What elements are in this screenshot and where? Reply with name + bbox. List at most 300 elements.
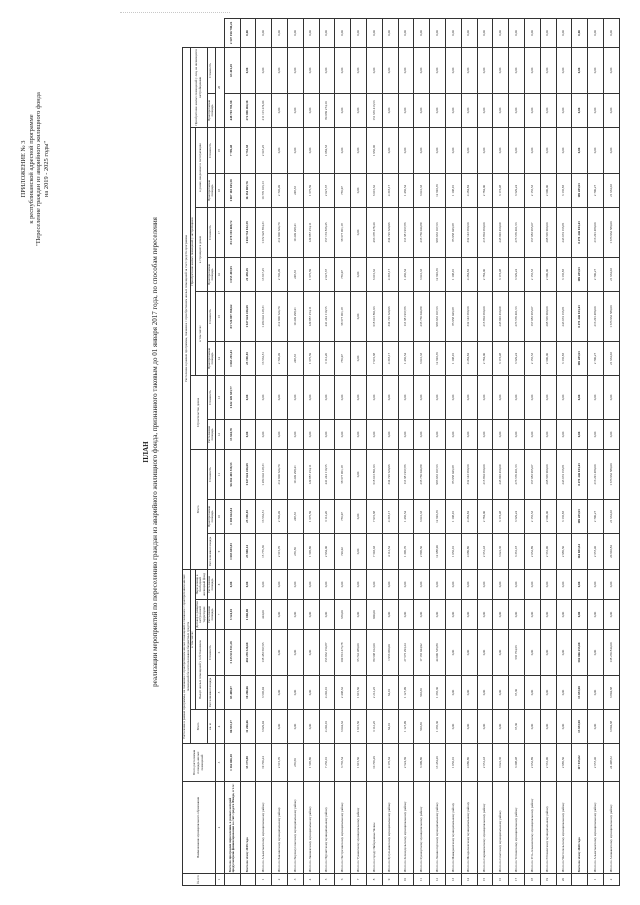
table-cell: 58 677 961,18	[335, 207, 351, 257]
table-cell: 0,00	[572, 569, 588, 599]
table-cell: 3 505,94	[256, 676, 272, 710]
table-cell: 0,00	[303, 127, 319, 173]
table-cell: 10 206,66	[240, 676, 256, 710]
table-cell: 216 291 480,00	[588, 449, 604, 499]
table-cell: 0,00	[288, 47, 304, 93]
table-row	[461, 19, 477, 886]
table-cell: 12 088,90	[430, 533, 446, 569]
title-sub: реализации мероприятий по переселению граждан из аварийного жилищного фонда, признанного таковым до 01 января 2017 года, по способам переселения	[150, 217, 159, 687]
table-cell: 0,00	[351, 19, 367, 48]
table-cell: 0,00	[493, 710, 509, 744]
table-cell: 1 675,59	[303, 173, 319, 207]
row-municipality: Итого по городу Набережные Челны	[367, 782, 383, 874]
table-cell: 19 249 298,41	[288, 449, 304, 499]
table-cell: 0,00	[572, 93, 588, 127]
table-cell: 236,50	[288, 744, 304, 782]
table-cell: 0,00	[603, 600, 619, 630]
table-cell: 0,00	[430, 93, 446, 127]
table-cell: 19 706,24	[256, 744, 272, 782]
table-cell: 0,00	[367, 19, 383, 48]
table-cell: 0,00	[303, 710, 319, 744]
table-cell: 334 726 620,96	[382, 291, 398, 341]
table-cell: 1 108,91	[445, 341, 461, 375]
table-cell: 1 060,00	[240, 600, 256, 630]
table-cell: 63 491,45	[224, 47, 240, 93]
table-row	[603, 19, 619, 886]
table-cell: 0,00	[351, 499, 367, 533]
table-cell: 0,00	[603, 569, 619, 599]
table-cell: 0,00	[240, 19, 256, 48]
table-cell: 0,00	[493, 19, 509, 48]
row-municipality: Итого по Тетюшскому муниципальному району	[509, 782, 525, 874]
table-row	[256, 19, 272, 886]
table-cell: 1 284 042 128,31	[256, 291, 272, 341]
table-cell: 0,00	[382, 19, 398, 48]
table-cell: 0,00	[430, 569, 446, 599]
table-cell: 1 003 693,83	[224, 533, 240, 569]
table-cell: 3 112,26	[367, 710, 383, 744]
table-cell: 3 173,48	[493, 341, 509, 375]
table-cell: 720,92	[335, 533, 351, 569]
table-cell: 212 900 624,70	[272, 291, 288, 341]
table-cell: 3 112,20	[319, 341, 335, 375]
table-cell: 1 675,59	[303, 499, 319, 533]
table-cell: 2 790,27	[588, 173, 604, 207]
table-cell: 0,00	[335, 93, 351, 127]
table-cell: 1 056,10	[445, 744, 461, 782]
header-cost: Стоимость	[207, 47, 215, 93]
table-cell: 109 285,93	[572, 341, 588, 375]
table-cell: 0,00	[240, 375, 256, 419]
table-cell: 0,00	[445, 93, 461, 127]
header-acq-area: Приобретаемая площадь	[207, 93, 215, 127]
table-cell: 0,00	[556, 375, 572, 419]
table-cell: 24 498,52	[603, 744, 619, 782]
table-cell: 0,00	[493, 375, 509, 419]
table-cell: 0,00	[351, 600, 367, 630]
table-cell: 0,00	[540, 127, 556, 173]
table-cell: 8 471 246 013,43	[572, 291, 588, 341]
table-cell: 0,00	[493, 569, 509, 599]
table-cell: 58 677 961,18	[335, 291, 351, 341]
table-cell: 0,00	[398, 600, 414, 630]
table-cell: 1 365,30	[430, 676, 446, 710]
table-cell: 2 651,43	[477, 533, 493, 569]
table-cell: 4 318,17	[382, 173, 398, 207]
table-cell: 1 956 060,00	[382, 630, 398, 676]
table-cell: 4 318,17	[382, 499, 398, 533]
table-cell: 19 249 298,41	[288, 207, 304, 257]
table-cell: 0,00	[540, 569, 556, 599]
table-row	[335, 19, 351, 886]
table-cell: 4 292,10	[319, 710, 335, 744]
table-cell: 1 676 962 580,00	[603, 291, 619, 341]
table-cell: 0,00	[445, 676, 461, 710]
table-cell: 1 927 624 416,69	[240, 449, 256, 499]
header-acq-area: Приобретаемая площадь	[207, 173, 215, 207]
table-cell: 85 958 046,68	[445, 449, 461, 499]
table-cell: 2 746,49	[272, 341, 288, 375]
row-municipality: Итого по Азнакаевскому муниципальному району	[603, 782, 619, 874]
table-cell: 12 693,35	[430, 341, 446, 375]
table-row	[445, 19, 461, 886]
table-cell: 0,00	[493, 676, 509, 710]
table-row	[303, 19, 319, 886]
header-total-area: Всего расселяемая площадь жилых помещений	[183, 744, 216, 782]
row-number	[224, 874, 240, 886]
table-cell: 0,00	[303, 676, 319, 710]
table-cell: 2 027,67	[319, 173, 335, 207]
table-cell: 0,00	[272, 600, 288, 630]
table-cell: 0,00	[335, 375, 351, 419]
table-cell: 0,00	[556, 93, 572, 127]
table-cell: 2 408,62	[335, 676, 351, 710]
header-area: Расселяемая площадь	[207, 533, 215, 569]
table-cell: 80 508 102,00	[367, 630, 383, 676]
table-row	[288, 19, 304, 886]
table-cell: 6 016,62	[367, 173, 383, 207]
table-cell: 2 790,27	[588, 257, 604, 291]
row-municipality: Итого по Мамадышскому муниципальному району	[445, 782, 461, 874]
table-cell: 756,97	[335, 499, 351, 533]
header-acq-area: Приобретаемая площадь	[207, 499, 215, 533]
table-cell: 0,00	[303, 47, 319, 93]
table-cell: 0,00	[319, 19, 335, 48]
row-number: 14	[461, 874, 477, 886]
header-cost: Стоимость	[207, 207, 215, 257]
column-number: 11	[215, 449, 224, 499]
table-cell: 0,00	[303, 569, 319, 599]
table-cell: 7 972,68	[367, 341, 383, 375]
table-cell: 0,00	[351, 341, 367, 375]
table-cell: 216 291 480,00	[588, 207, 604, 257]
row-number: 12	[430, 874, 446, 886]
row-number: 4	[303, 874, 319, 886]
table-body	[215, 19, 619, 886]
table-cell: 0,00	[430, 600, 446, 630]
table-cell: 983 933 107,63	[430, 449, 446, 499]
table-cell: 0,00	[288, 127, 304, 173]
table-cell: 2 561,90	[540, 533, 556, 569]
table-cell: 0,00	[414, 19, 430, 48]
table-cell: 25 190,83	[240, 499, 256, 533]
table-cell: 0,00	[540, 710, 556, 744]
table-cell: 0,00	[524, 93, 540, 127]
row-municipality: Итого по Альметьевскому муниципальному району	[256, 782, 272, 874]
table-cell: 0,00	[493, 419, 509, 449]
column-number: 7	[215, 600, 224, 630]
table-cell: 0,00	[367, 569, 383, 599]
table-cell: 113 681 967,86	[398, 291, 414, 341]
table-cell: 0,00	[288, 93, 304, 127]
table-cell: 1 915,50	[351, 744, 367, 782]
table-cell: 636,00	[335, 600, 351, 630]
table-cell: 0,00	[319, 47, 335, 93]
table-cell: 27 575 293,24	[398, 630, 414, 676]
header-group-a: Расселение в рамках программы, не связанное с приобретением жилых помещений и связанное с приобретением жилых помещений без использования бюджетных средств	[183, 569, 191, 743]
row-number: 18	[524, 874, 540, 886]
table-cell: 0,00	[319, 419, 335, 449]
table-cell: 0,00	[430, 419, 446, 449]
header-unit-sqm: кв. м	[207, 710, 215, 744]
table-cell: 0,00	[335, 569, 351, 599]
table-cell: 2 657,40	[588, 744, 604, 782]
table-cell: 2 052,89	[524, 533, 540, 569]
table-cell: 0,00	[272, 419, 288, 449]
table-cell: 0,00	[351, 291, 367, 341]
table-cell: 0,00	[540, 676, 556, 710]
table-cell: 0,00	[572, 419, 588, 449]
table-cell: 65 742 480,00	[351, 630, 367, 676]
table-cell: 0,00	[382, 93, 398, 127]
header-area: Расселяемая площадь	[207, 419, 215, 449]
table-cell: 12 693,35	[430, 257, 446, 291]
column-number: 18	[215, 173, 224, 207]
table-cell: 208 505 900,00	[540, 291, 556, 341]
table-cell: 1 022 149 383,77	[224, 375, 240, 419]
table-cell: 3 894,68	[603, 710, 619, 744]
table-cell: 4 292,10	[319, 676, 335, 710]
table-cell: 117 935,82	[572, 744, 588, 782]
table-cell: 23 908,14	[240, 533, 256, 569]
header-acq-total: в том числе:	[195, 291, 207, 375]
table-cell: 402 259 326,60	[240, 630, 256, 676]
table-cell: 1 396,70	[398, 533, 414, 569]
table-cell: 153 962 154,87	[319, 630, 335, 676]
table-cell: 13 853,98	[572, 676, 588, 710]
table-cell: 334 726 620,96	[382, 207, 398, 257]
table-cell: 2 784,00	[477, 257, 493, 291]
table-cell: 0,00	[288, 569, 304, 599]
table-cell: 4 080,80	[461, 744, 477, 782]
header-under-construction: в строящихся домах	[195, 207, 207, 291]
column-number: 10	[215, 499, 224, 533]
table-row	[414, 19, 430, 886]
table-cell: 1 365,30	[430, 710, 446, 744]
table-row	[319, 19, 335, 886]
plan-table	[182, 18, 620, 886]
table-cell: 0,00	[319, 569, 335, 599]
header-incl-a: в том числе:	[191, 569, 196, 709]
row-municipality: Итого по Бугульминскому муниципальному району	[382, 782, 398, 874]
table-cell: 0,00	[398, 19, 414, 48]
table-cell: 3 022,36	[493, 533, 509, 569]
table-cell: 2 690,00	[540, 341, 556, 375]
table-cell: 129 887 254,11	[303, 207, 319, 257]
table-cell: 4 284,84	[461, 173, 477, 207]
row-number: 1	[256, 874, 272, 886]
table-cell: 502 866 253,00	[572, 630, 588, 676]
table-cell: 2 986,50	[556, 744, 572, 782]
table-cell: 2 790,27	[588, 499, 604, 533]
table-cell: 3 173,48	[493, 257, 509, 291]
table-cell: 3 361,18	[509, 533, 525, 569]
table-cell: 1 675,59	[303, 257, 319, 291]
table-cell: 2 615,70	[272, 744, 288, 782]
table-cell: 535 764,66	[509, 630, 525, 676]
table-row	[477, 19, 493, 886]
table-cell: 1 676 962 580,00	[603, 207, 619, 257]
table-cell: 243 074 166,81	[556, 449, 572, 499]
table-cell: 0,00	[445, 710, 461, 744]
table-cell: 12 693,35	[430, 499, 446, 533]
table-cell: 3 041,33	[414, 173, 430, 207]
table-cell: 0,00	[461, 47, 477, 93]
table-cell: 0,00	[509, 375, 525, 419]
row-municipality: Итого по Кукморскому муниципальному району	[414, 782, 430, 874]
table-cell: 0,00	[540, 630, 556, 676]
table-cell: 0,00	[398, 127, 414, 173]
table-cell: 0,00	[240, 569, 256, 599]
table-cell: 0,00	[351, 419, 367, 449]
row-number: 13	[445, 874, 461, 886]
table-cell: 0,00	[524, 630, 540, 676]
table-cell: 0,00	[540, 19, 556, 48]
column-number: 15	[215, 291, 224, 341]
document-title	[142, 78, 159, 826]
table-cell: 448 703 781,90	[224, 93, 240, 127]
table-cell: 0,00	[430, 375, 446, 419]
table-cell: 756,97	[335, 341, 351, 375]
table-cell: 10 770 016,13	[256, 173, 272, 207]
table-cell: 503,30	[414, 710, 430, 744]
table-cell: 1 055 491,95	[224, 257, 240, 291]
table-cell: 3 529,24	[509, 499, 525, 533]
table-cell: 19 249 298,41	[288, 291, 304, 341]
table-cell: 0,00	[351, 47, 367, 93]
table-cell: 0,00	[272, 630, 288, 676]
table-cell: 0,00	[556, 676, 572, 710]
table-cell: 3 022,36	[493, 744, 509, 782]
table-cell: 245 993 460,09	[493, 291, 509, 341]
table-cell: 4 176,64	[382, 744, 398, 782]
table-cell: 0,00	[493, 630, 509, 676]
table-cell: 83 278 193 608,72	[224, 207, 240, 257]
table-cell: 2 784,00	[477, 499, 493, 533]
table-cell: 3 524,10	[224, 600, 240, 630]
table-cell: 0,00	[414, 375, 430, 419]
table-cell: 0,00	[603, 375, 619, 419]
table-cell: 2 155,53	[524, 257, 540, 291]
table-cell: 215 804 050,00	[477, 449, 493, 499]
table-row	[398, 19, 414, 886]
table-cell: 0,00	[303, 375, 319, 419]
table-cell: 0,00	[572, 600, 588, 630]
table-row	[588, 19, 604, 886]
row-number: 17	[509, 874, 525, 886]
table-cell: 0,00	[303, 19, 319, 48]
table-cell: 10 705,29	[367, 744, 383, 782]
table-cell: 0,00	[445, 47, 461, 93]
row-municipality: Итого по Пестречинскому муниципальному району	[335, 782, 351, 874]
table-cell: 16 564,51	[256, 499, 272, 533]
table-cell: 167 083 965,07	[524, 207, 540, 257]
table-cell: 0,00	[477, 569, 493, 599]
table-cell: 96 302 403 518,53	[224, 449, 240, 499]
table-cell: 0,00	[288, 600, 304, 630]
table-cell: 0,00	[588, 47, 604, 93]
header-name: Наименование муниципального образования	[183, 782, 216, 874]
column-number: 19	[215, 127, 224, 173]
table-cell: 0,00	[367, 419, 383, 449]
table-cell: 245 993 460,09	[493, 207, 509, 257]
header-acq-area: Приобретаемая площадь	[207, 257, 215, 291]
table-cell: 13 917,25	[256, 257, 272, 291]
column-number-row	[215, 19, 224, 886]
table-cell: 0,00	[603, 47, 619, 93]
header-cost: Стоимость	[207, 375, 215, 419]
table-row	[493, 19, 509, 886]
table-row	[272, 19, 288, 886]
table-cell: 1 595,80	[303, 744, 319, 782]
table-cell: 1 466,54	[398, 173, 414, 207]
table-cell: 1 927 624 416,69	[240, 291, 256, 341]
table-cell: 235 750 044,89	[414, 449, 430, 499]
row-municipality: Всего по этапу 2019 года	[240, 782, 256, 874]
row-municipality: Всего по программе переселения, в рамках которой предусмотрено финансирование за счет средств Фонда, в т.ч.:	[224, 782, 240, 874]
table-cell: 2 212,26	[367, 676, 383, 710]
table-cell: 0,00	[240, 419, 256, 449]
table-cell: 4 284,84	[461, 257, 477, 291]
table-cell: 0,00	[509, 47, 525, 93]
table-cell: 0,00	[256, 47, 272, 93]
table-cell: 0,00	[303, 419, 319, 449]
table-cell: 0,00	[430, 19, 446, 48]
table-row	[524, 19, 540, 886]
row-municipality: Итого по Спасскому муниципальному району	[493, 782, 509, 874]
table-cell: 0,00	[414, 569, 430, 599]
table-cell: 113 681 967,86	[398, 207, 414, 257]
table-cell: 0,00	[272, 375, 288, 419]
table-cell: 0,00	[493, 47, 509, 93]
header-area: Расселяемая площадь	[207, 569, 215, 599]
table-cell: 2 690,00	[540, 173, 556, 207]
table-cell: 64,10	[382, 710, 398, 744]
table-cell: 248,33	[288, 257, 304, 291]
table-cell: 0,00	[556, 19, 572, 48]
table-cell: 4 318,17	[382, 341, 398, 375]
table-cell: 0,00	[382, 127, 398, 173]
appendix-ref: к республиканской адресной программе	[27, 114, 35, 224]
table-cell: 0,00	[524, 676, 540, 710]
table-cell: 0,00	[540, 93, 556, 127]
table-cell: 3 125 911 551,28	[224, 630, 240, 676]
table-cell: 756,97	[335, 173, 351, 207]
table-cell: 3 135,83	[556, 499, 572, 533]
table-cell: 0,00	[367, 47, 383, 93]
table-cell: 211 115 274,00	[256, 93, 272, 127]
table-cell: 129 887 254,11	[303, 449, 319, 499]
table-cell: 4 112,54	[382, 533, 398, 569]
table-cell: 248,33	[288, 499, 304, 533]
table-cell: 0,00	[588, 630, 604, 676]
table-cell: 3 894,68	[603, 676, 619, 710]
table-cell: 424,00	[256, 600, 272, 630]
table-cell: 44 090 536,80	[430, 630, 446, 676]
table-cell: 0,00	[461, 600, 477, 630]
table-cell: 0,00	[556, 569, 572, 599]
table-cell: 0,00	[572, 127, 588, 173]
table-cell: 241 244 110,55	[319, 291, 335, 341]
table-cell: 1 915,50	[351, 676, 367, 710]
table-cell: 1 466,54	[398, 341, 414, 375]
table-cell: 0,00	[477, 19, 493, 48]
table-cell: 273 570 401,53	[509, 207, 525, 257]
table-cell: 0,00	[477, 93, 493, 127]
table-cell: 0,00	[588, 600, 604, 630]
row-municipality: Итого по Чистопольскому муниципальному району	[556, 782, 572, 874]
table-cell: 0,00	[319, 375, 335, 419]
